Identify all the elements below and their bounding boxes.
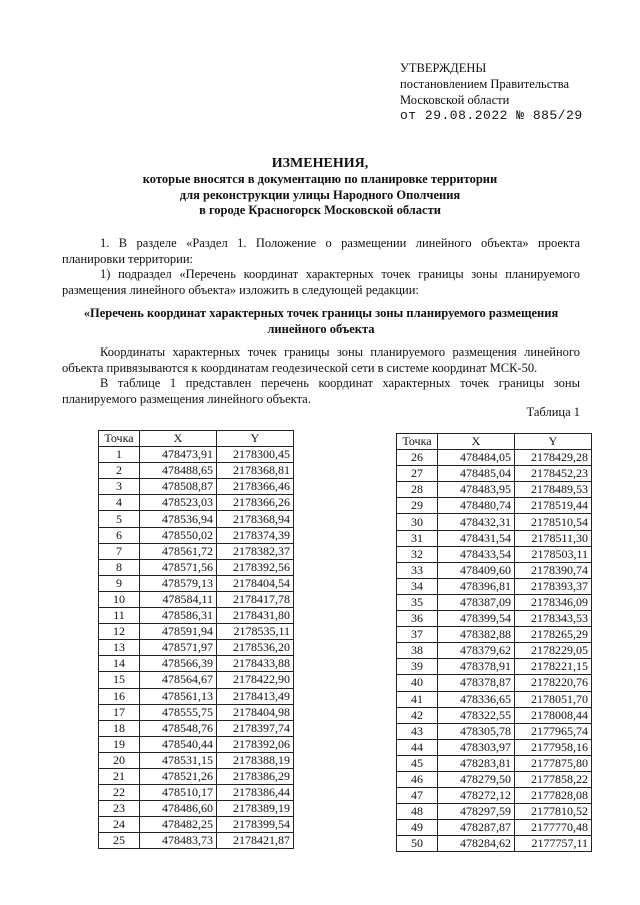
y-coordinate-cell: 2178388,19 (217, 752, 294, 768)
x-coordinate-cell: 478536,94 (140, 511, 217, 527)
x-coordinate-cell: 478561,72 (140, 543, 217, 559)
x-coordinate-cell: 478548,76 (140, 720, 217, 736)
x-coordinate-cell: 478382,88 (438, 627, 515, 643)
x-coordinate-cell: 478561,13 (140, 688, 217, 704)
table-row (99, 591, 294, 607)
x-coordinate-cell: 478387,09 (438, 594, 515, 610)
x-coordinate-cell: 478591,94 (140, 624, 217, 640)
x-coordinate-cell: 478272,12 (438, 788, 515, 804)
table-row (397, 450, 592, 466)
document-subtitle-line3: в городе Красногорск Московской области (199, 203, 441, 217)
table-row (99, 833, 294, 849)
point-number-cell: 28 (397, 482, 438, 498)
point-number-cell: 19 (99, 736, 140, 752)
x-coordinate-cell: 478283,81 (438, 755, 515, 771)
y-coordinate-cell: 2177770,48 (515, 820, 592, 836)
point-number-cell: 32 (397, 546, 438, 562)
x-coordinate-cell: 478566,39 (140, 656, 217, 672)
table-row (99, 817, 294, 833)
table-header-row (99, 431, 294, 447)
table-row (99, 559, 294, 575)
y-coordinate-cell: 2178389,19 (217, 801, 294, 817)
point-number-cell: 9 (99, 575, 140, 591)
point-number-cell: 11 (99, 608, 140, 624)
document-subtitle-line1: которые вносятся в документацию по планировке территории (142, 172, 498, 186)
x-coordinate-cell: 478482,25 (140, 817, 217, 833)
y-coordinate-cell: 2178519,44 (515, 498, 592, 514)
paragraph-1: 1. В разделе «Раздел 1. Положение о размещении линейного объекта» проекта планировки территории: (62, 236, 580, 266)
y-coordinate-cell: 2177858,22 (515, 771, 592, 787)
x-coordinate-cell: 478586,31 (140, 608, 217, 624)
x-coordinate-cell: 478305,78 (438, 723, 515, 739)
point-number-cell: 45 (397, 755, 438, 771)
table-row (397, 594, 592, 610)
table-row (397, 788, 592, 804)
table-row (99, 720, 294, 736)
point-number-cell: 2 (99, 463, 140, 479)
y-coordinate-cell: 2178390,74 (515, 562, 592, 578)
y-coordinate-cell: 2178413,49 (217, 688, 294, 704)
header-x: X (438, 434, 515, 450)
table-row (397, 578, 592, 594)
x-coordinate-cell: 478531,15 (140, 752, 217, 768)
y-coordinate-cell: 2178429,28 (515, 450, 592, 466)
approval-date-number: от 29.08.2022 № 885/29 (400, 108, 583, 123)
x-coordinate-cell: 478485,04 (438, 466, 515, 482)
table-row (397, 723, 592, 739)
x-coordinate-cell: 478510,17 (140, 785, 217, 801)
x-coordinate-cell: 478571,56 (140, 559, 217, 575)
table-row (99, 801, 294, 817)
point-number-cell: 35 (397, 594, 438, 610)
document-subtitle-line2: для реконструкции улицы Народного Ополчения (179, 187, 461, 202)
y-coordinate-cell: 2178417,78 (217, 591, 294, 607)
y-coordinate-cell: 2178374,39 (217, 527, 294, 543)
point-number-cell: 41 (397, 691, 438, 707)
table-row (397, 820, 592, 836)
y-coordinate-cell: 2178503,11 (515, 546, 592, 562)
approval-authority: постановлением Правительства (400, 77, 570, 91)
header-point: Точка (397, 434, 438, 450)
x-coordinate-cell: 478480,74 (438, 498, 515, 514)
point-number-cell: 31 (397, 530, 438, 546)
y-coordinate-cell: 2178397,74 (217, 720, 294, 736)
point-number-cell: 7 (99, 543, 140, 559)
point-number-cell: 8 (99, 559, 140, 575)
table-row (397, 546, 592, 562)
table-row (99, 608, 294, 624)
y-coordinate-cell: 2178346,09 (515, 594, 592, 610)
y-coordinate-cell: 2178382,37 (217, 543, 294, 559)
point-number-cell: 30 (397, 514, 438, 530)
y-coordinate-cell: 2177757,11 (515, 836, 592, 852)
y-coordinate-cell: 2178404,98 (217, 704, 294, 720)
table-caption: Таблица 1 (526, 405, 580, 419)
x-coordinate-cell: 478473,91 (140, 447, 217, 463)
table-row (99, 640, 294, 656)
point-number-cell: 33 (397, 562, 438, 578)
point-number-cell: 47 (397, 788, 438, 804)
table-row (99, 752, 294, 768)
x-coordinate-cell: 478521,26 (140, 768, 217, 784)
table-row (99, 672, 294, 688)
table-row (99, 447, 294, 463)
x-coordinate-cell: 478523,03 (140, 495, 217, 511)
point-number-cell: 44 (397, 739, 438, 755)
point-number-cell: 3 (99, 479, 140, 495)
point-number-cell: 14 (99, 656, 140, 672)
point-number-cell: 1 (99, 447, 140, 463)
point-number-cell: 40 (397, 675, 438, 691)
table-row (397, 755, 592, 771)
y-coordinate-cell: 2178431,80 (217, 608, 294, 624)
y-coordinate-cell: 2178393,37 (515, 578, 592, 594)
header-y: Y (515, 434, 592, 450)
table-row (99, 768, 294, 784)
y-coordinate-cell: 2178368,81 (217, 463, 294, 479)
point-number-cell: 12 (99, 624, 140, 640)
x-coordinate-cell: 478378,87 (438, 675, 515, 691)
x-coordinate-cell: 478540,44 (140, 736, 217, 752)
y-coordinate-cell: 2178510,54 (515, 514, 592, 530)
table-row (99, 688, 294, 704)
table-row (99, 511, 294, 527)
table-row (397, 739, 592, 755)
paragraph-4: В таблице 1 представлен перечень координат характерных точек границы зоны планируемого размещения линейного объекта. (62, 376, 580, 406)
y-coordinate-cell: 2178535,11 (217, 624, 294, 640)
point-number-cell: 13 (99, 640, 140, 656)
x-coordinate-cell: 478336,65 (438, 691, 515, 707)
x-coordinate-cell: 478433,54 (438, 546, 515, 562)
point-number-cell: 39 (397, 659, 438, 675)
y-coordinate-cell: 2178220,76 (515, 675, 592, 691)
y-coordinate-cell: 2178511,30 (515, 530, 592, 546)
y-coordinate-cell: 2178366,46 (217, 479, 294, 495)
point-number-cell: 49 (397, 820, 438, 836)
approval-heading: УТВЕРЖДЕНЫ (400, 61, 487, 75)
table-row (99, 543, 294, 559)
table-header-row (397, 434, 592, 450)
x-coordinate-cell: 478279,50 (438, 771, 515, 787)
x-coordinate-cell: 478396,81 (438, 578, 515, 594)
approval-stamp (400, 60, 583, 124)
x-coordinate-cell: 478555,75 (140, 704, 217, 720)
table-row (99, 736, 294, 752)
point-number-cell: 34 (397, 578, 438, 594)
point-number-cell: 10 (99, 591, 140, 607)
header-point: Точка (99, 431, 140, 447)
table-row (397, 482, 592, 498)
x-coordinate-cell: 478379,62 (438, 643, 515, 659)
x-coordinate-cell: 478431,54 (438, 530, 515, 546)
header-y: Y (217, 431, 294, 447)
y-coordinate-cell: 2178221,15 (515, 659, 592, 675)
x-coordinate-cell: 478483,95 (438, 482, 515, 498)
point-number-cell: 43 (397, 723, 438, 739)
x-coordinate-cell: 478564,67 (140, 672, 217, 688)
table-row (397, 611, 592, 627)
table-row (397, 466, 592, 482)
x-coordinate-cell: 478550,02 (140, 527, 217, 543)
x-coordinate-cell: 478322,55 (438, 707, 515, 723)
y-coordinate-cell: 2177965,74 (515, 723, 592, 739)
approval-region: Московской области (400, 93, 510, 107)
paragraph-2: 1) подраздел «Перечень координат характерных точек границы зоны планируемого размещения линейного объекта» изложить в следующей редакции: (62, 267, 580, 297)
x-coordinate-cell: 478432,31 (438, 514, 515, 530)
y-coordinate-cell: 2177828,08 (515, 788, 592, 804)
table-row (397, 771, 592, 787)
x-coordinate-cell: 478508,87 (140, 479, 217, 495)
point-number-cell: 24 (99, 817, 140, 833)
x-coordinate-cell: 478488,65 (140, 463, 217, 479)
point-number-cell: 37 (397, 627, 438, 643)
table-row (99, 624, 294, 640)
y-coordinate-cell: 2178433,88 (217, 656, 294, 672)
x-coordinate-cell: 478399,54 (438, 611, 515, 627)
y-coordinate-cell: 2177875,80 (515, 755, 592, 771)
point-number-cell: 17 (99, 704, 140, 720)
table-row (397, 562, 592, 578)
y-coordinate-cell: 2178300,45 (217, 447, 294, 463)
x-coordinate-cell: 478303,97 (438, 739, 515, 755)
point-number-cell: 26 (397, 450, 438, 466)
point-number-cell: 46 (397, 771, 438, 787)
table-row (397, 691, 592, 707)
y-coordinate-cell: 2178368,94 (217, 511, 294, 527)
section-title: «Перечень координат характерных точек границы зоны планируемого размещения линейного объекта (83, 306, 559, 336)
point-number-cell: 48 (397, 804, 438, 820)
point-number-cell: 38 (397, 643, 438, 659)
x-coordinate-cell: 478571,97 (140, 640, 217, 656)
y-coordinate-cell: 2178404,54 (217, 575, 294, 591)
y-coordinate-cell: 2178536,20 (217, 640, 294, 656)
x-coordinate-cell: 478284,62 (438, 836, 515, 852)
document-heading (60, 155, 580, 219)
point-number-cell: 27 (397, 466, 438, 482)
y-coordinate-cell: 2178265,29 (515, 627, 592, 643)
y-coordinate-cell: 2178392,56 (217, 559, 294, 575)
table-row (397, 627, 592, 643)
y-coordinate-cell: 2178386,29 (217, 768, 294, 784)
table-row (397, 530, 592, 546)
x-coordinate-cell: 478409,60 (438, 562, 515, 578)
table-row (397, 643, 592, 659)
point-number-cell: 6 (99, 527, 140, 543)
table-row (397, 707, 592, 723)
table-row (397, 675, 592, 691)
table-row (397, 659, 592, 675)
table-row (397, 514, 592, 530)
x-coordinate-cell: 478486,60 (140, 801, 217, 817)
point-number-cell: 21 (99, 768, 140, 784)
x-coordinate-cell: 478484,05 (438, 450, 515, 466)
y-coordinate-cell: 2177810,52 (515, 804, 592, 820)
point-number-cell: 36 (397, 611, 438, 627)
y-coordinate-cell: 2178343,53 (515, 611, 592, 627)
coordinates-table-right (396, 433, 592, 852)
y-coordinate-cell: 2178366,26 (217, 495, 294, 511)
document-title: ИЗМЕНЕНИЯ, (271, 156, 369, 171)
y-coordinate-cell: 2178399,54 (217, 817, 294, 833)
table-row (397, 498, 592, 514)
x-coordinate-cell: 478579,13 (140, 575, 217, 591)
table-row (99, 656, 294, 672)
paragraph-3: Координаты характерных точек границы зоны планируемого размещения линейного объекта привязываются к координатам геодезической сети в системе координат МСК-50. (62, 345, 580, 375)
x-coordinate-cell: 478378,91 (438, 659, 515, 675)
table-row (397, 804, 592, 820)
table-row (397, 836, 592, 852)
point-number-cell: 15 (99, 672, 140, 688)
point-number-cell: 22 (99, 785, 140, 801)
y-coordinate-cell: 2178421,87 (217, 833, 294, 849)
coordinates-table-left (98, 430, 294, 849)
table-row (99, 479, 294, 495)
point-number-cell: 25 (99, 833, 140, 849)
table-row (99, 704, 294, 720)
point-number-cell: 23 (99, 801, 140, 817)
x-coordinate-cell: 478287,87 (438, 820, 515, 836)
y-coordinate-cell: 2178452,23 (515, 466, 592, 482)
point-number-cell: 18 (99, 720, 140, 736)
table-row (99, 785, 294, 801)
table-row (99, 495, 294, 511)
y-coordinate-cell: 2178008,44 (515, 707, 592, 723)
point-number-cell: 4 (99, 495, 140, 511)
point-number-cell: 16 (99, 688, 140, 704)
header-x: X (140, 431, 217, 447)
y-coordinate-cell: 2178489,53 (515, 482, 592, 498)
point-number-cell: 50 (397, 836, 438, 852)
y-coordinate-cell: 2178229,05 (515, 643, 592, 659)
table-row (99, 575, 294, 591)
y-coordinate-cell: 2178051,70 (515, 691, 592, 707)
y-coordinate-cell: 2178386,44 (217, 785, 294, 801)
y-coordinate-cell: 2178392,06 (217, 736, 294, 752)
point-number-cell: 5 (99, 511, 140, 527)
table-row (99, 527, 294, 543)
table-row (99, 463, 294, 479)
x-coordinate-cell: 478584,11 (140, 591, 217, 607)
y-coordinate-cell: 2177958,16 (515, 739, 592, 755)
x-coordinate-cell: 478483,73 (140, 833, 217, 849)
point-number-cell: 20 (99, 752, 140, 768)
x-coordinate-cell: 478297,59 (438, 804, 515, 820)
point-number-cell: 42 (397, 707, 438, 723)
point-number-cell: 29 (397, 498, 438, 514)
y-coordinate-cell: 2178422,90 (217, 672, 294, 688)
